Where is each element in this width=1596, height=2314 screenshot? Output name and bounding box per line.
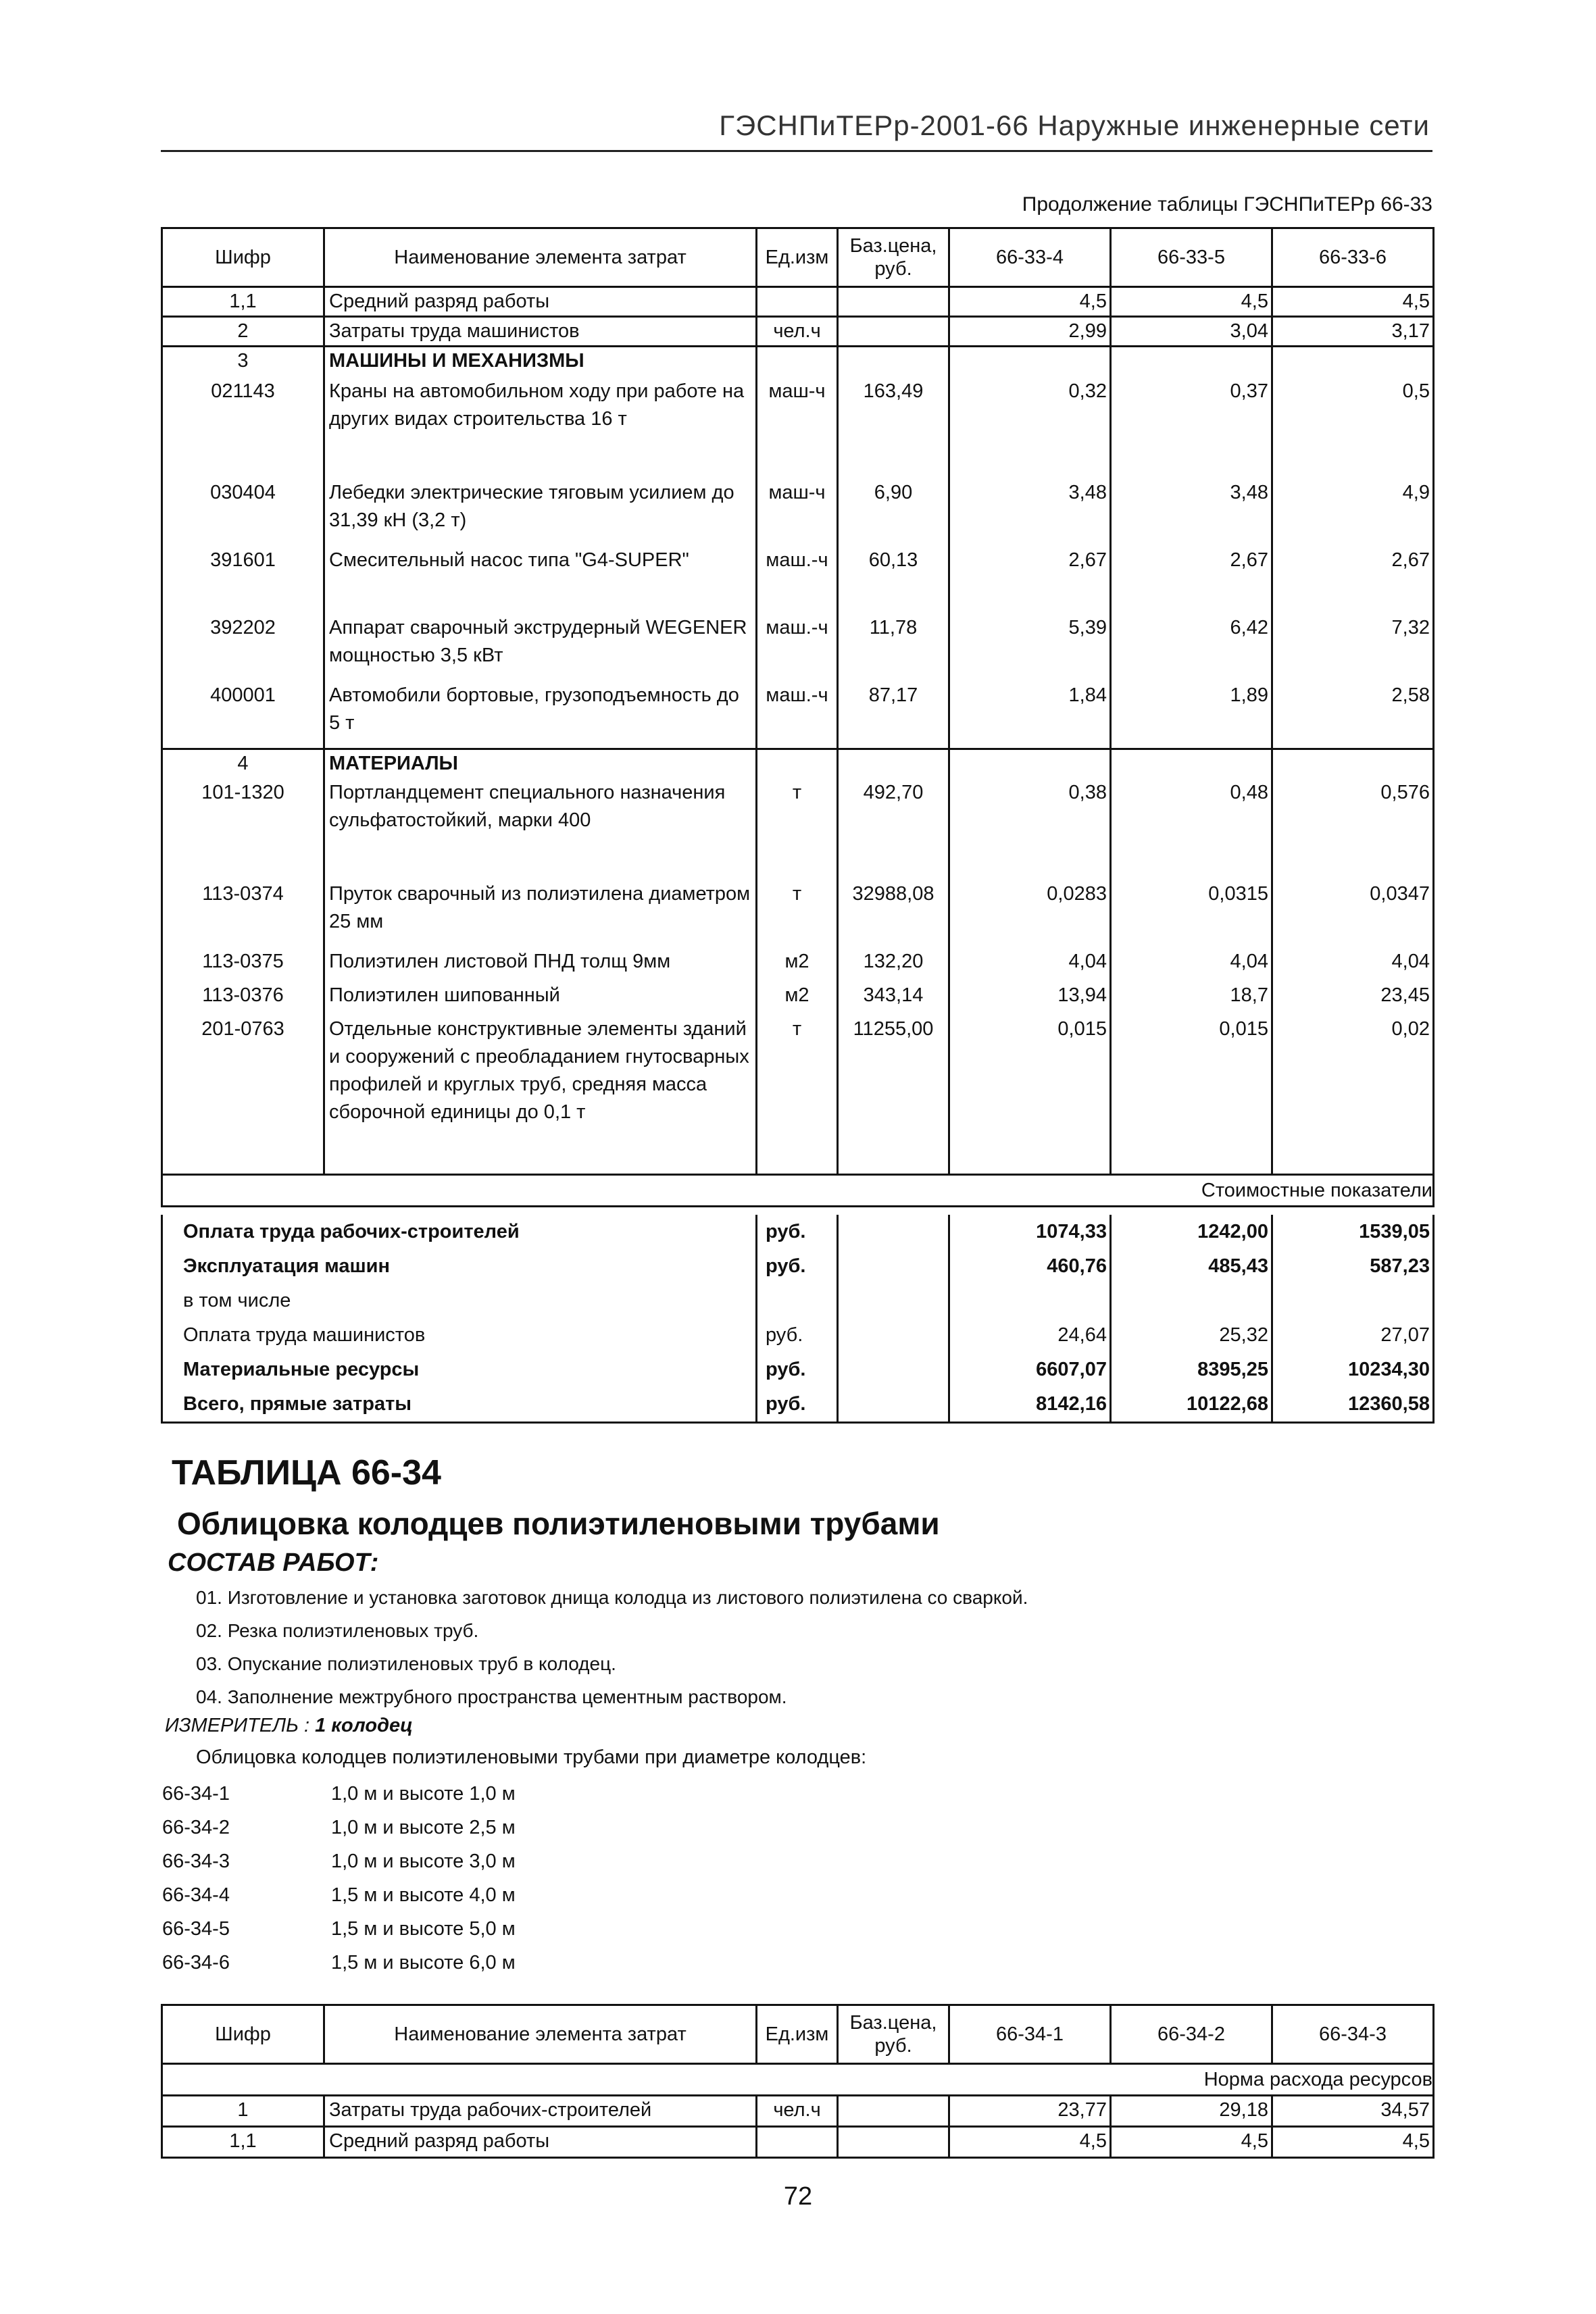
row-unit	[757, 287, 838, 317]
col-header-code: Шифр	[162, 2005, 324, 2064]
row-price	[838, 287, 949, 317]
row-name: Краны на автомобильном ходу при работе на других видах строительства 16 т	[324, 378, 757, 479]
row-value-2: 18,7	[1111, 982, 1272, 1015]
summary-value-2: 10122,68	[1111, 1387, 1272, 1423]
row-value-2: 3,04	[1111, 317, 1272, 347]
summary-unit: руб.	[757, 1249, 838, 1284]
row-value-3: 34,57	[1272, 2096, 1434, 2127]
row-name: Отдельные конструктивные элементы зданий и сооружений с преобладанием гнутосварных профилей и круглых труб, средняя масса сборочной единицы до 0,1 т	[324, 1015, 757, 1175]
table-row	[162, 982, 1434, 1015]
row-value-1: 0,32	[949, 378, 1111, 479]
row-price	[838, 317, 949, 347]
row-value-1: 0,015	[949, 1015, 1111, 1175]
col-header-code: Шифр	[162, 228, 324, 287]
row-unit: чел.ч	[757, 317, 838, 347]
row-name: Средний разряд работы	[324, 287, 757, 317]
row-value-1: 4,5	[949, 287, 1111, 317]
row-unit: чел.ч	[757, 2096, 838, 2127]
summary-value-3: 12360,58	[1272, 1387, 1434, 1423]
row-value-3: 0,02	[1272, 1015, 1434, 1175]
variant-code: 66-34-2	[162, 1817, 230, 1838]
row-unit	[757, 2127, 838, 2158]
variants-intro: Облицовка колодцев полиэтиленовыми трубами при диаметре колодцев:	[196, 1746, 867, 1768]
col-header-66-33-4: 66-33-4	[949, 228, 1111, 287]
col-header-price: Баз.цена, руб.	[838, 228, 949, 287]
row-value-3: 2,67	[1272, 547, 1434, 614]
composition-label: СОСТАВ РАБОТ:	[168, 1549, 379, 1577]
row-price: 11255,00	[838, 1015, 949, 1175]
meter-label: ИЗМЕРИТЕЛЬ :	[165, 1715, 310, 1736]
list-item: 04. Заполнение межтрубного пространства цементным раствором.	[196, 1686, 787, 1707]
col-header-66-34-3: 66-34-3	[1272, 2005, 1434, 2064]
variant-code: 66-34-3	[162, 1851, 230, 1872]
list-item	[162, 1946, 516, 1980]
list-item	[162, 1777, 516, 1811]
row-value-1: 23,77	[949, 2096, 1111, 2127]
row-value-3: 4,5	[1272, 287, 1434, 317]
row-value-3: 0,0347	[1272, 880, 1434, 948]
table-row	[162, 479, 1434, 547]
row-unit: т	[757, 779, 838, 880]
summary-value-1: 1074,33	[949, 1215, 1111, 1249]
row-value-3: 4,5	[1272, 2127, 1434, 2158]
summary-value-1: 24,64	[949, 1318, 1111, 1353]
row-value-3: 2,58	[1272, 682, 1434, 749]
variant-text: 1,0 м и высоте 3,0 м	[331, 1851, 516, 1872]
table-row	[162, 779, 1434, 880]
summary-value-2: 1242,00	[1111, 1215, 1272, 1249]
row-code: 113-0374	[162, 880, 324, 948]
row-price: 32988,08	[838, 880, 949, 948]
row-value-3: 4,04	[1272, 948, 1434, 982]
summary-label: в том числе	[162, 1284, 757, 1318]
summary-value-3: 27,07	[1272, 1318, 1434, 1353]
row-unit: т	[757, 880, 838, 948]
row-code: 1,1	[162, 2127, 324, 2158]
row-unit: маш.-ч	[757, 614, 838, 682]
row-value-2: 0,0315	[1111, 880, 1272, 948]
section-code: 4	[162, 749, 324, 779]
summary-row	[162, 1387, 1434, 1423]
row-value-1: 4,04	[949, 948, 1111, 982]
cost-caption: Стоимостные показатели	[162, 1175, 1434, 1207]
table-row	[162, 614, 1434, 682]
col-header-unit: Ед.изм	[757, 228, 838, 287]
summary-value-2: 25,32	[1111, 1318, 1272, 1353]
header-title: ГЭСНПиТЕРр-2001-66 Наружные инженерные сети	[719, 109, 1430, 141]
row-code: 021143	[162, 378, 324, 479]
summary-label: Эксплуатация машин	[162, 1249, 757, 1284]
variant-code: 66-34-5	[162, 1918, 230, 1940]
row-value-2: 4,04	[1111, 948, 1272, 982]
table-row	[162, 682, 1434, 749]
row-price: 6,90	[838, 479, 949, 547]
row-price: 60,13	[838, 547, 949, 614]
section-row	[162, 749, 1434, 779]
row-value-3: 3,17	[1272, 317, 1434, 347]
row-name: Лебедки электрические тяговым усилием до 31,39 кН (3,2 т)	[324, 479, 757, 547]
variant-text: 1,5 м и высоте 5,0 м	[331, 1918, 516, 1940]
row-price	[838, 2096, 949, 2127]
variant-code: 66-34-1	[162, 1783, 230, 1805]
row-unit: т	[757, 1015, 838, 1175]
col-header-unit: Ед.изм	[757, 2005, 838, 2064]
row-price	[838, 2127, 949, 2158]
list-item	[162, 1912, 516, 1946]
row-value-3: 0,5	[1272, 378, 1434, 479]
table-row	[162, 880, 1434, 948]
table-row	[162, 547, 1434, 614]
row-value-1: 5,39	[949, 614, 1111, 682]
summary-unit: руб.	[757, 1387, 838, 1423]
row-name: Средний разряд работы	[324, 2127, 757, 2158]
row-value-1: 2,99	[949, 317, 1111, 347]
norm-caption: Норма расхода ресурсов	[162, 2064, 1434, 2096]
row-name: Полиэтилен листовой ПНД толщ 9мм	[324, 948, 757, 982]
row-code: 1,1	[162, 287, 324, 317]
table-title: ТАБЛИЦА 66-34	[172, 1453, 441, 1492]
variant-text: 1,5 м и высоте 6,0 м	[331, 1952, 516, 1973]
row-value-1: 0,0283	[949, 880, 1111, 948]
row-name: Автомобили бортовые, грузоподъемность до 5 т	[324, 682, 757, 749]
row-price: 132,20	[838, 948, 949, 982]
row-price: 87,17	[838, 682, 949, 749]
row-value-2: 29,18	[1111, 2096, 1272, 2127]
variant-code: 66-34-4	[162, 1884, 230, 1906]
list-item: 03. Опускание полиэтиленовых труб в колодец.	[196, 1653, 616, 1674]
row-value-1: 0,38	[949, 779, 1111, 880]
summary-unit: руб.	[757, 1318, 838, 1353]
row-price: 11,78	[838, 614, 949, 682]
table-row	[162, 1015, 1434, 1175]
row-value-1: 2,67	[949, 547, 1111, 614]
section-title: МАТЕРИАЛЫ	[324, 749, 757, 779]
row-value-3: 23,45	[1272, 982, 1434, 1015]
summary-value-3: 587,23	[1272, 1249, 1434, 1284]
table-row	[162, 2096, 1434, 2127]
row-unit: маш-ч	[757, 479, 838, 547]
summary-row	[162, 1353, 1434, 1387]
table-row	[162, 2127, 1434, 2158]
row-value-2: 4,5	[1111, 2127, 1272, 2158]
row-code: 030404	[162, 479, 324, 547]
row-unit: м2	[757, 982, 838, 1015]
col-header-66-33-5: 66-33-5	[1111, 228, 1272, 287]
variants-list	[162, 1777, 516, 1980]
row-value-2: 0,48	[1111, 779, 1272, 880]
variant-text: 1,0 м и высоте 2,5 м	[331, 1817, 516, 1838]
row-code: 400001	[162, 682, 324, 749]
summary-value-2: 8395,25	[1111, 1353, 1272, 1387]
row-code: 201-0763	[162, 1015, 324, 1175]
resource-table-66-33	[161, 227, 1435, 1207]
row-code: 1	[162, 2096, 324, 2127]
list-item	[162, 1844, 516, 1878]
row-value-1: 1,84	[949, 682, 1111, 749]
summary-value-1: 8142,16	[949, 1387, 1111, 1423]
row-unit: маш.-ч	[757, 682, 838, 749]
list-item: 02. Резка полиэтиленовых труб.	[196, 1620, 479, 1641]
summary-label: Оплата труда рабочих-строителей	[162, 1215, 757, 1249]
row-code: 113-0375	[162, 948, 324, 982]
row-name: Аппарат сварочный экструдерный WEGENER мощностью 3,5 кВт	[324, 614, 757, 682]
page-number: 72	[783, 2182, 813, 2211]
norm-caption-row	[162, 2064, 1434, 2096]
summary-label: Материальные ресурсы	[162, 1353, 757, 1387]
col-header-name: Наименование элемента затрат	[324, 228, 757, 287]
summary-label: Всего, прямые затраты	[162, 1387, 757, 1423]
row-unit: маш-ч	[757, 378, 838, 479]
table-row	[162, 948, 1434, 982]
summary-unit: руб.	[757, 1353, 838, 1387]
row-value-2: 4,5	[1111, 287, 1272, 317]
table-row	[162, 317, 1434, 347]
list-item: 01. Изготовление и установка заготовок днища колодца из листового полиэтилена со сваркой.	[196, 1587, 1028, 1608]
summary-unit: руб.	[757, 1215, 838, 1249]
row-value-2: 6,42	[1111, 614, 1272, 682]
row-value-2: 3,48	[1111, 479, 1272, 547]
summary-label: Оплата труда машинистов	[162, 1318, 757, 1353]
row-value-1: 4,5	[949, 2127, 1111, 2158]
row-price: 163,49	[838, 378, 949, 479]
meter-value: 1 колодец	[315, 1715, 413, 1736]
summary-row	[162, 1318, 1434, 1353]
table-row	[162, 378, 1434, 479]
row-name: Пруток сварочный из полиэтилена диаметром 25 мм	[324, 880, 757, 948]
list-item	[162, 1878, 516, 1912]
row-name: Смесительный насос типа "G4-SUPER"	[324, 547, 757, 614]
table-header-row	[162, 228, 1434, 287]
cost-summary-table	[161, 1215, 1435, 1424]
row-code: 392202	[162, 614, 324, 682]
table-subtitle: Облицовка колодцев полиэтиленовыми трубами	[177, 1506, 940, 1541]
row-value-2: 1,89	[1111, 682, 1272, 749]
row-value-2: 0,015	[1111, 1015, 1272, 1175]
row-value-3: 7,32	[1272, 614, 1434, 682]
section-row	[162, 347, 1434, 378]
col-header-66-34-2: 66-34-2	[1111, 2005, 1272, 2064]
summary-row	[162, 1215, 1434, 1249]
row-value-1: 3,48	[949, 479, 1111, 547]
section-title: МАШИНЫ И МЕХАНИЗМЫ	[324, 347, 757, 378]
summary-value-3: 10234,30	[1272, 1353, 1434, 1387]
col-header-name: Наименование элемента затрат	[324, 2005, 757, 2064]
row-name: Затраты труда машинистов	[324, 317, 757, 347]
col-header-price: Баз.цена, руб.	[838, 2005, 949, 2064]
row-code: 391601	[162, 547, 324, 614]
row-value-3: 4,9	[1272, 479, 1434, 547]
row-unit: м2	[757, 948, 838, 982]
meter	[165, 1715, 413, 1737]
variant-text: 1,0 м и высоте 1,0 м	[331, 1783, 516, 1805]
row-code: 101-1320	[162, 779, 324, 880]
summary-value-2: 485,43	[1111, 1249, 1272, 1284]
table-row	[162, 287, 1434, 317]
variant-text: 1,5 м и высоте 4,0 м	[331, 1884, 516, 1906]
row-code: 113-0376	[162, 982, 324, 1015]
row-price: 343,14	[838, 982, 949, 1015]
summary-value-3: 1539,05	[1272, 1215, 1434, 1249]
row-value-2: 0,37	[1111, 378, 1272, 479]
row-value-3: 0,576	[1272, 779, 1434, 880]
table-header-row	[162, 2005, 1434, 2064]
row-unit: маш.-ч	[757, 547, 838, 614]
col-header-66-34-1: 66-34-1	[949, 2005, 1111, 2064]
summary-row	[162, 1249, 1434, 1284]
section-code: 3	[162, 347, 324, 378]
list-item	[162, 1811, 516, 1844]
summary-value-1: 6607,07	[949, 1353, 1111, 1387]
row-price: 492,70	[838, 779, 949, 880]
summary-value-1: 460,76	[949, 1249, 1111, 1284]
resource-table-66-34	[161, 2004, 1435, 2159]
variant-code: 66-34-6	[162, 1952, 230, 1973]
continuation-label: Продолжение таблицы ГЭСНПиТЕРр 66-33	[1022, 193, 1432, 216]
row-name: Портландцемент специального назначения сульфатостойкий, марки 400	[324, 779, 757, 880]
works-list	[196, 1581, 1028, 1713]
row-value-2: 2,67	[1111, 547, 1272, 614]
cost-caption-row	[162, 1175, 1434, 1207]
page-header	[161, 108, 1432, 152]
row-name: Полиэтилен шипованный	[324, 982, 757, 1015]
row-code: 2	[162, 317, 324, 347]
row-value-1: 13,94	[949, 982, 1111, 1015]
row-name: Затраты труда рабочих-строителей	[324, 2096, 757, 2127]
summary-row	[162, 1284, 1434, 1318]
col-header-66-33-6: 66-33-6	[1272, 228, 1434, 287]
